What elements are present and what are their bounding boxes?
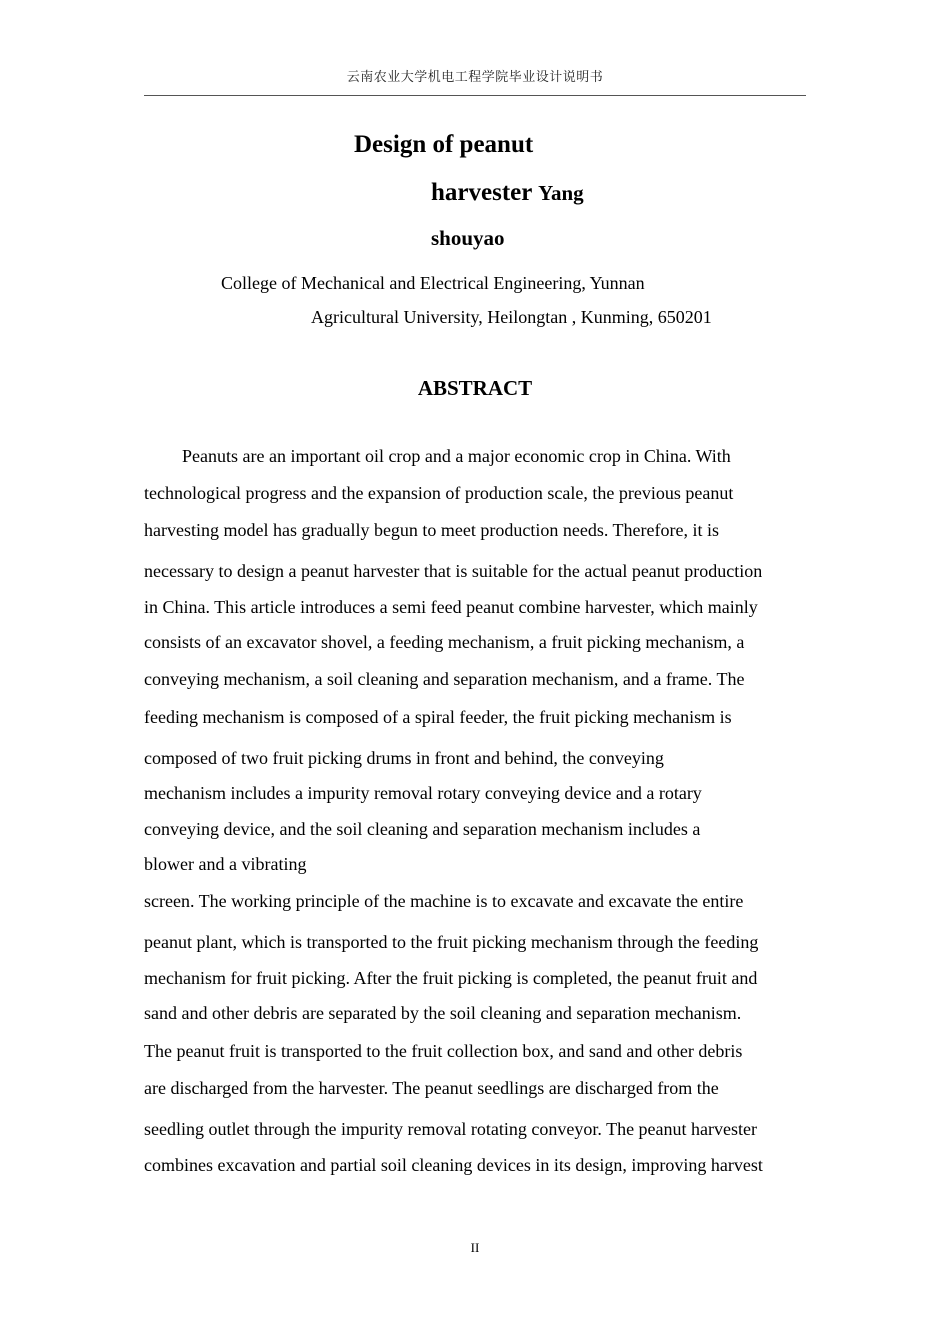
abstract-heading: ABSTRACT [417,376,533,400]
title-line-1: Design of peanut [354,131,534,158]
abstract-line: seedling outlet through the impurity removal rotating conveyor. The peanut harvester [144,1119,758,1139]
abstract-line: consists of an excavator shovel, a feeding mechanism, a fruit picking mechanism, a [144,632,745,652]
abstract-line: conveying device, and the soil cleaning and separation mechanism includes a [144,819,701,839]
author-given-name: Yang [538,181,584,205]
abstract-line: conveying mechanism, a soil cleaning and separation mechanism, and a frame. The [144,669,745,689]
abstract-line: necessary to design a peanut harvester that is suitable for the actual peanut production [144,561,763,581]
abstract-line: Peanuts are an important oil crop and a major economic crop in China. With [182,446,731,466]
abstract-line: peanut plant, which is transported to the fruit picking mechanism through the feeding [144,932,759,952]
abstract-line: blower and a vibrating [144,854,307,874]
affiliation-line-2: Agricultural University, Heilongtan , Kunming, 650201 [311,307,712,327]
author-family-name: shouyao [431,226,505,250]
abstract-line: technological progress and the expansion of production scale, the previous peanut [144,483,734,503]
title-word-harvester: harvester [431,179,532,206]
abstract-line: mechanism for fruit picking. After the fruit picking is completed, the peanut fruit and [144,968,758,988]
abstract-line: sand and other debris are separated by the soil cleaning and separation mechanism. [144,1003,742,1023]
abstract-line: are discharged from the harvester. The peanut seedlings are discharged from the [144,1078,719,1098]
abstract-line: in China. This article introduces a semi feed peanut combine harvester, which mainly [144,597,758,617]
abstract-line: screen. The working principle of the machine is to excavate and excavate the entire [144,891,744,911]
abstract-line: composed of two fruit picking drums in front and behind, the conveying [144,748,664,768]
abstract-line: mechanism includes a impurity removal rotary conveying device and a rotary [144,783,702,803]
running-header: 云南农业大学机电工程学院毕业设计说明书 [346,70,604,85]
page-number: II [470,1240,480,1255]
header-divider [144,95,806,96]
title-line-2 [431,179,584,207]
abstract-line: harvesting model has gradually begun to meet production needs. Therefore, it is [144,520,720,540]
abstract-line: feeding mechanism is composed of a spiral feeder, the fruit picking mechanism is [144,707,732,727]
affiliation-line-1: College of Mechanical and Electrical Engineering, Yunnan [221,273,645,293]
abstract-line: combines excavation and partial soil cleaning devices in its design, improving harvest [144,1155,763,1175]
abstract-line: The peanut fruit is transported to the fruit collection box, and sand and other debris [144,1041,743,1061]
